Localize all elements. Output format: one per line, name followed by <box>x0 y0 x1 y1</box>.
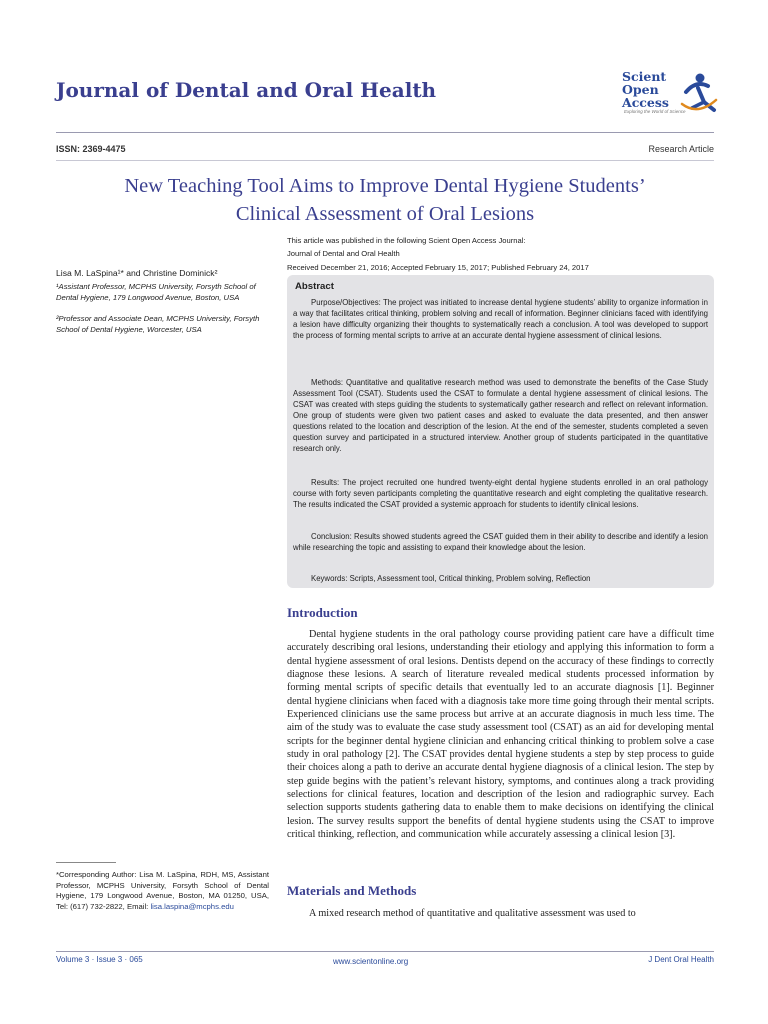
author-list: Lisa M. LaSpina¹* and Christine Dominick² <box>56 268 218 278</box>
introduction-heading: Introduction <box>287 605 358 620</box>
corresponding-author-text: *Corresponding Author: Lisa M. LaSpina, RDH, MS, Assistant Professor, MCPHS University, Forsyth School of Dental Hygiene, 179 Longwood Avenue, Boston, MA 01250, USA, Tel: (617) 732-2822, Email: <box>56 870 269 911</box>
affiliation: ¹Assistant Professor, MCPHS University, Forsyth School of Dental Hygiene, 179 Longwood Avenue, Boston, USA <box>56 282 256 302</box>
publication-info-line: Received December 21, 2016; Accepted February 15, 2017; Published February 24, 2017 <box>287 262 589 272</box>
logo-line: Access <box>622 95 669 110</box>
article-type: Research Article <box>648 144 714 154</box>
abstract-methods: Methods: Quantitative and qualitative research method was used to demonstrate the benefits of the Case Study Assessment Tool (CSAT). Students used the CSAT to formulate a dental hygiene assessment of clinical lesions. The CSAT was created with steps guiding the students to systematically gather research and reflect on relevant information. One group of students were given two patient cases and asked to evaluate the data presented, and then answer questions related to the location and description of the lesion. At the end of the semester, students completed a seven question survey and participated in a structured interview. Another group of students participated in the quantitative research only. <box>293 378 708 453</box>
affiliation: ²Professor and Associate Dean, MCPHS University, Forsyth School of Dental Hygiene, Worcester, USA <box>56 314 260 334</box>
header-divider <box>56 132 714 133</box>
methods-heading: Materials and Methods <box>287 883 417 898</box>
publication-info-line: This article was published in the following Scient Open Access Journal: <box>287 236 526 245</box>
logo-line: Scient <box>622 69 667 84</box>
abstract-box <box>287 275 714 588</box>
header-divider-secondary <box>56 160 714 161</box>
methods-text: A mixed research method of quantitative and qualitative assessment was used to <box>309 908 636 919</box>
footer-journal-abbrev: J Dent Oral Health <box>648 955 714 964</box>
abstract-conclusion: Conclusion: Results showed students agreed the CSAT guided them in their ability to describe and identify a lesion while researching the topic and assisting to expand their knowledge about the lesion. <box>293 532 708 552</box>
issn: ISSN: 2369-4475 <box>56 144 126 154</box>
article-title-line: Clinical Assessment of Oral Lesions <box>235 203 535 225</box>
abstract-heading: Abstract <box>295 281 334 292</box>
journal-title: Journal of Dental and Oral Health <box>56 78 437 102</box>
corresponding-author <box>56 870 269 912</box>
article-title <box>56 172 714 228</box>
publication-info-line: Journal of Dental and Oral Health <box>287 249 400 259</box>
footnote-divider <box>56 862 116 863</box>
footer-volume: Volume 3 · Issue 3 · 065 <box>56 955 143 964</box>
publisher-logo[interactable] <box>622 70 732 118</box>
abstract-keywords: Keywords: Scripts, Assessment tool, Critical thinking, Problem solving, Reflection <box>311 574 591 583</box>
logo-tagline: Exploring the World of Science <box>624 109 686 114</box>
footer-divider <box>56 951 714 952</box>
logo-line: Open <box>622 82 659 97</box>
article-title-line: New Teaching Tool Aims to Improve Dental Hygiene Students’ <box>124 175 646 197</box>
running-figure-icon <box>678 70 718 114</box>
publication-info <box>287 234 589 274</box>
corresponding-author-email[interactable]: lisa.laspina@mcphs.edu <box>150 901 234 911</box>
footer-website-link[interactable]: www.scientonline.org <box>333 957 409 966</box>
abstract-purpose: Purpose/Objectives: The project was initiated to increase dental hygiene students’ ability to organize information in a way that facilitates critical thinking, problem solving and recall of information. Beginner clinicians faced with identifying a lesion have difficulty organizing their thoughts to systematically reach a conclusion. A tool was developed to support the process of forming mental scripts to arrive at an accurate dental hygiene assessment of clinical lesions. <box>293 298 708 340</box>
introduction-text: Dental hygiene students in the oral pathology course providing patient care have a difficult time accurately describing oral lesions, understanding their etiology and applying this information to form a dental hygiene assessment of oral lesions. Dentists depend on the accuracy of these findings to correctly diagnose these lesions. A search of literature revealed medical students processed information by forming mental scripts of specific details that eventually led to an accurate diagnosis [1]. Beginner dental hygiene clinicians when faced with a diagnosis take more time going through their mental scripts. Experienced clinicians use the same process but arrive at an accurate diagnosis in much less time. The aim of the study was to evaluate the case study assessment tool (CSAT) as an aid for developing mental scripts for the beginner dental hygiene clinician and enhancing critical thinking to problem solve a case study in oral pathology [2]. The CSAT provides dental hygiene students a step by step process to guide their choices along a path to derive an accurate dental hygiene diagnosis of a clinical lesion. The step by step guide begins with the patient’s relevant history, symptoms, and continues along a track providing selections for clinical features, location and description of the lesion and radiographic survey. Each selection supports students gathering data to enable them to make decisions on identifying the clinical lesion. The survey results support the benefits of dental hygiene students using the CSAT to improve critical thinking, reflection, and communication while accurately assessing a clinical lesion [3]. <box>287 629 714 841</box>
abstract-results: Results: The project recruited one hundred twenty-eight dental hygiene students enrolled in an oral pathology course with forty seven participants completing the quantitative research and eight completing the qualitative research. The results indicated the CSAT provided a systemic approach for students to identify clinical lesions. <box>293 478 708 509</box>
logo-wordmark <box>622 70 669 109</box>
